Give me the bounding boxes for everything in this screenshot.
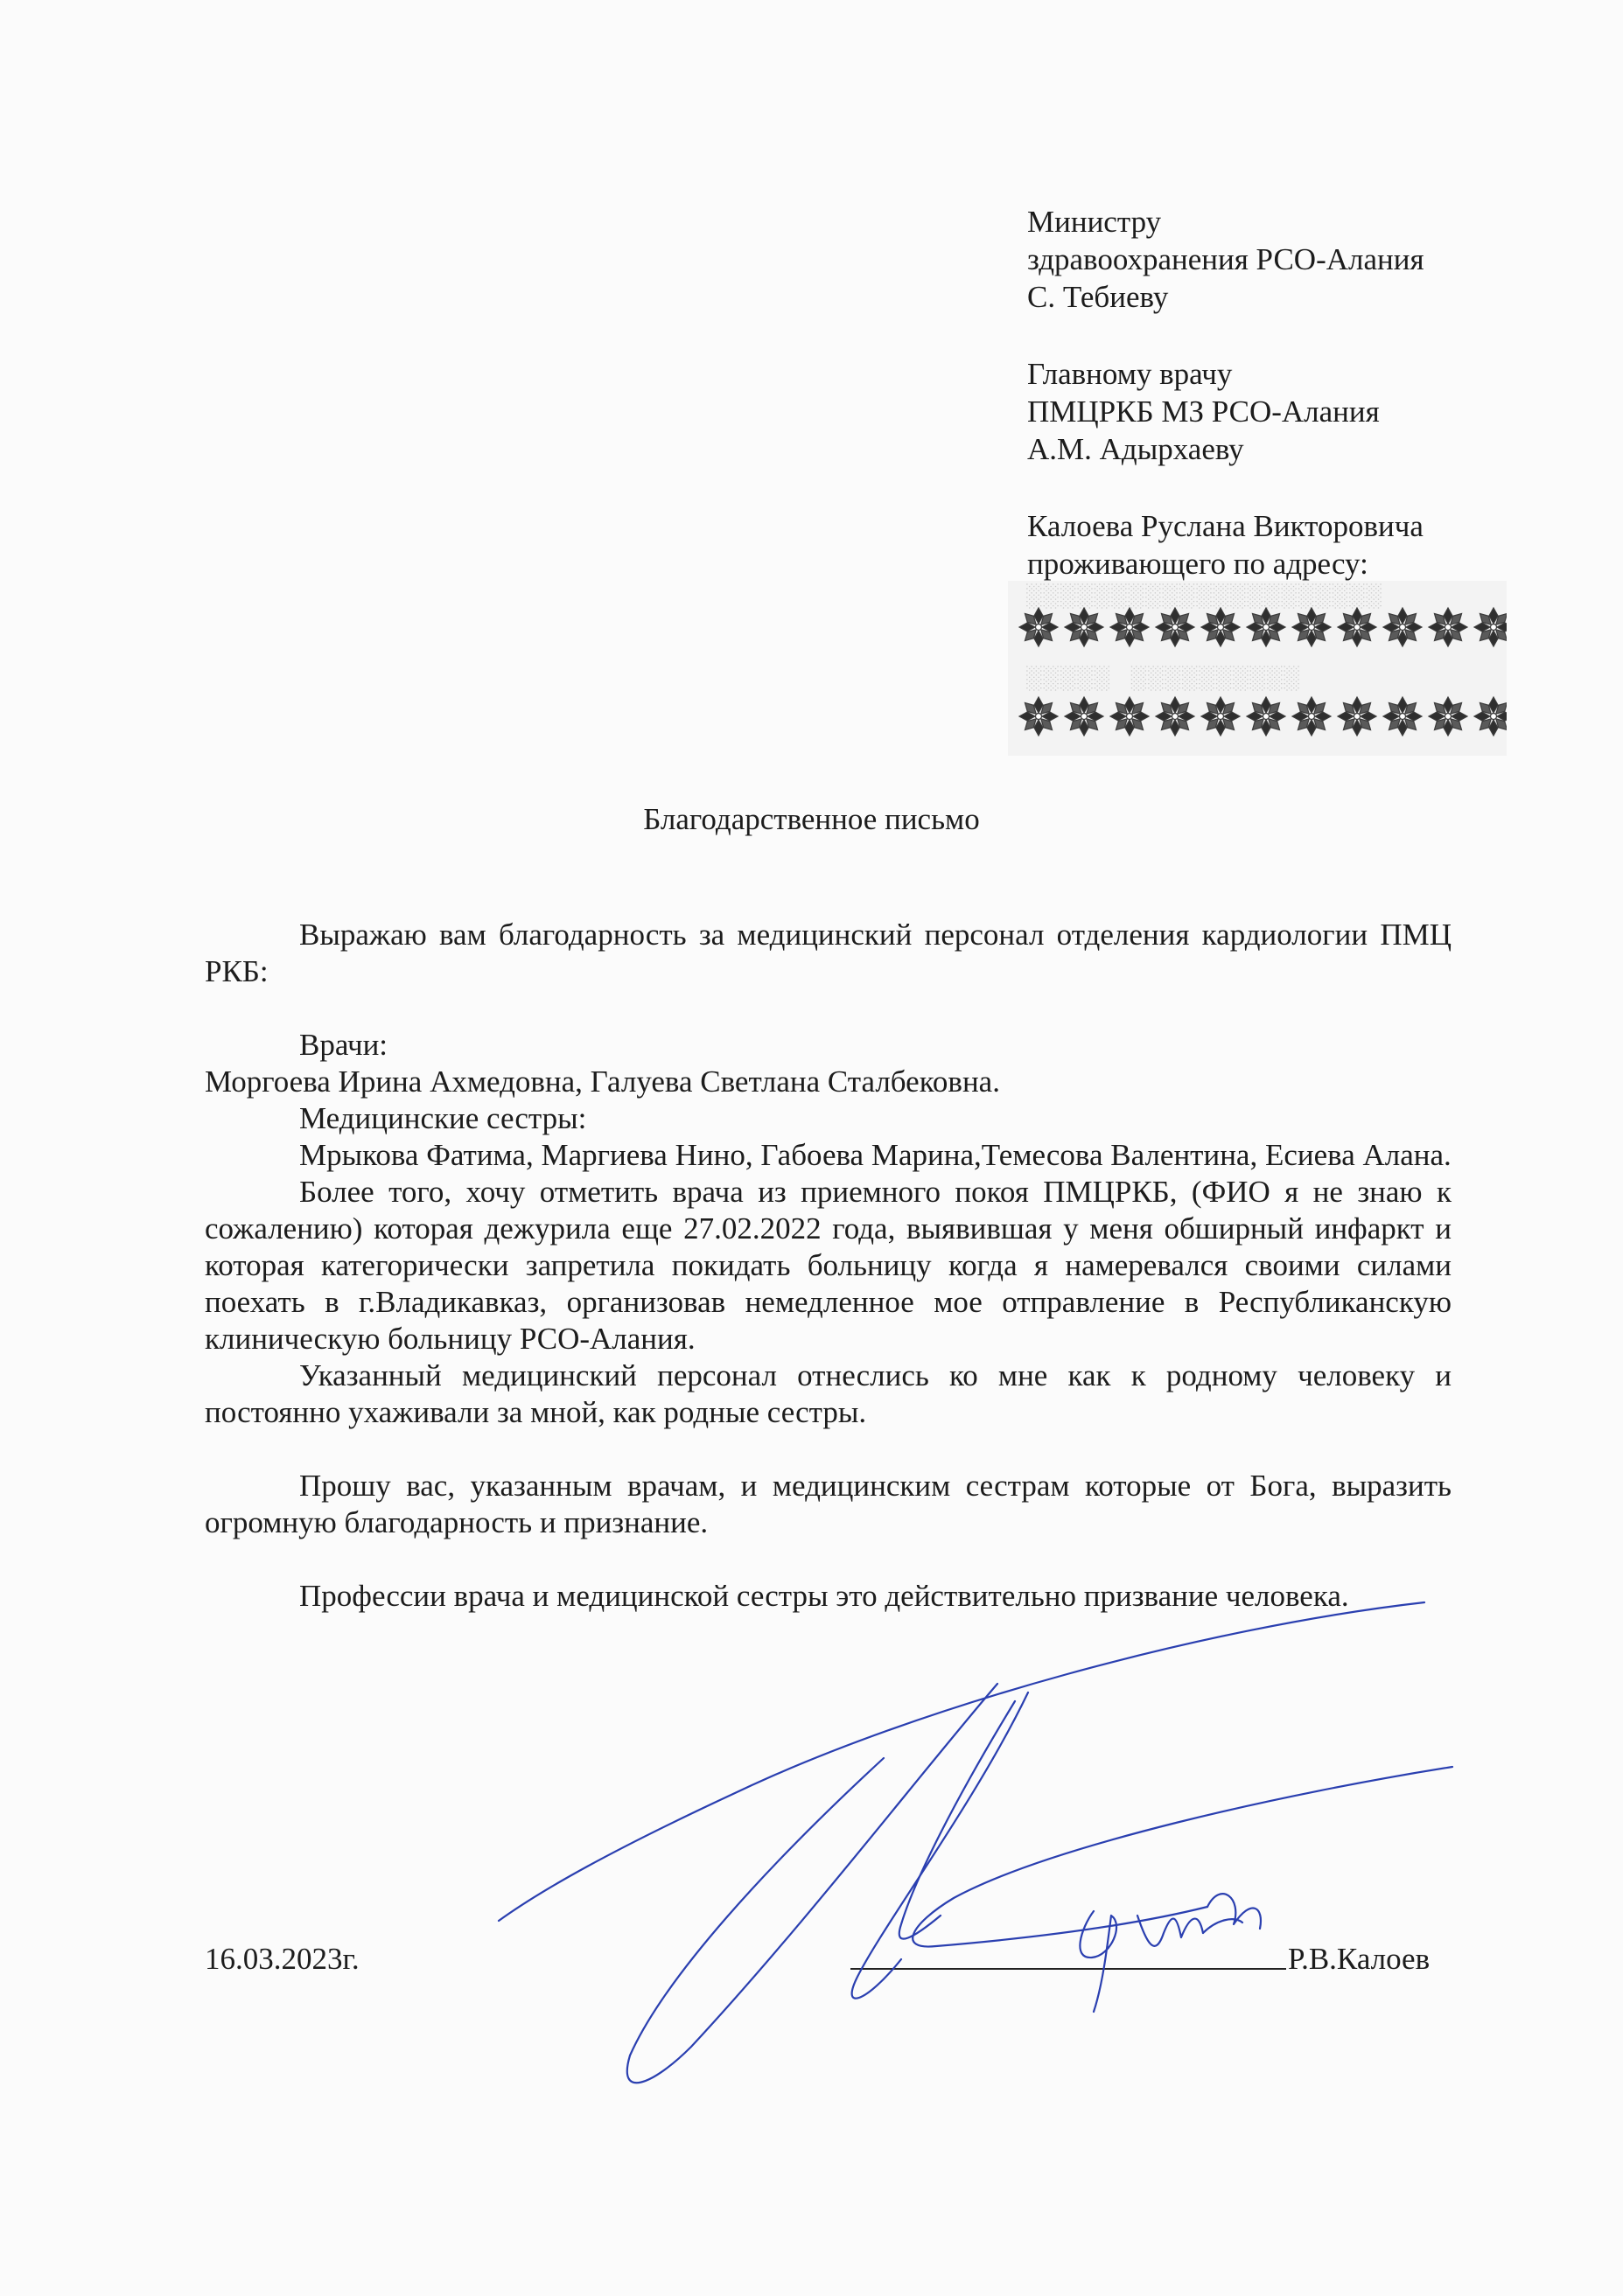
redaction-flake-icon bbox=[1244, 605, 1288, 649]
paragraph-gratitude: Выражаю вам благодарность за медицинский персонал отделения кардиологии ПМЦ РКБ: bbox=[205, 918, 1452, 988]
redaction-flake-icon bbox=[1335, 694, 1379, 738]
redaction-flake-icon bbox=[1108, 694, 1151, 738]
redaction-flake-icon bbox=[1244, 694, 1288, 738]
sender bbox=[1027, 507, 1517, 583]
redaction-flake-icon bbox=[1153, 605, 1197, 649]
sender-address-label: проживающего по адресу: bbox=[1027, 547, 1368, 581]
addressee-line: Министру bbox=[1027, 205, 1162, 239]
doctors-list: Моргоева Ирина Ахмедовна, Галуева Светлана Сталбековна. bbox=[205, 1064, 1000, 1099]
addressee-line: Главному врачу bbox=[1027, 357, 1233, 391]
redaction-flake-icon bbox=[1426, 605, 1470, 649]
addressee-chief-doctor bbox=[1027, 355, 1517, 468]
redaction-flake-icon bbox=[1199, 605, 1242, 649]
doctors-label: Врачи: bbox=[299, 1028, 388, 1062]
redaction-flake-icon bbox=[1153, 694, 1197, 738]
redaction-flake-icon bbox=[1062, 605, 1106, 649]
addressee-block bbox=[1027, 203, 1517, 583]
addressee-minister bbox=[1027, 203, 1517, 316]
redacted-address: ░░░░░░░░░░░░░░░░░░░░░ ░░░░░ ░░░░░░░░░░ bbox=[1008, 581, 1507, 756]
signer-name: Р.В.Калоев bbox=[1288, 1942, 1431, 1976]
redaction-flake-icon bbox=[1381, 605, 1424, 649]
redaction-flake-icon bbox=[1108, 605, 1151, 649]
redaction-flake-icon bbox=[1290, 605, 1333, 649]
redaction-row-2 bbox=[1017, 694, 1507, 738]
addressee-line: А.М. Адырхаеву bbox=[1027, 432, 1244, 466]
addressee-line: ПМЦРКБ МЗ РСО-Алания bbox=[1027, 394, 1380, 429]
redaction-flake-icon bbox=[1472, 605, 1507, 649]
addressee-line: здравоохранения РСО-Алания bbox=[1027, 242, 1424, 276]
paragraph-vocation: Профессии врача и медицинской сестры это действительно призвание человека. bbox=[299, 1579, 1349, 1613]
sender-name: Калоева Руслана Викторовича bbox=[1027, 509, 1424, 543]
nurses-list: Мрыкова Фатима, Маргиева Нино, Габоева Марина,Темесова Валентина, Есиева Алана. bbox=[299, 1138, 1452, 1172]
redaction-flake-icon bbox=[1472, 694, 1507, 738]
letter-title: Благодарственное письмо bbox=[643, 802, 980, 836]
redaction-flake-icon bbox=[1335, 605, 1379, 649]
redaction-row-1 bbox=[1017, 605, 1507, 649]
paragraph-request: Прошу вас, указанным врачам, и медицинским сестрам которые от Бога, выразить огромную благодарность и признание. bbox=[205, 1469, 1452, 1539]
redaction-flake-icon bbox=[1426, 694, 1470, 738]
paragraph-admission-doctor: Более того, хочу отметить врача из приемного покоя ПМЦРКБ, (ФИО я не знаю к сожалению) которая дежурила еще 27.02.2022 года, выявившая у меня обширный инфаркт и которая категорически запретила покидать больницу когда я намеревался своими силами поехать в г.Владикавказ, организовав немедленное мое отправление в Республиканскую клиническую больницу РСО-Алания. bbox=[205, 1175, 1452, 1356]
addressee-line: С. Тебиеву bbox=[1027, 280, 1169, 314]
paragraph-care: Указанный медицинский персонал отнеслись ко мне как к родному человеку и постоянно ухаживали за мной, как родные сестры. bbox=[205, 1358, 1452, 1429]
redaction-flake-icon bbox=[1017, 694, 1060, 738]
redaction-flake-icon bbox=[1290, 694, 1333, 738]
redaction-flake-icon bbox=[1062, 694, 1106, 738]
nurses-label: Медицинские сестры: bbox=[299, 1101, 587, 1135]
redaction-flake-icon bbox=[1199, 694, 1242, 738]
letter-date: 16.03.2023г. bbox=[205, 1942, 360, 1976]
redaction-flake-icon bbox=[1381, 694, 1424, 738]
letter-body bbox=[205, 917, 1452, 1615]
redaction-flake-icon bbox=[1017, 605, 1060, 649]
signature-line bbox=[850, 1968, 1286, 1970]
